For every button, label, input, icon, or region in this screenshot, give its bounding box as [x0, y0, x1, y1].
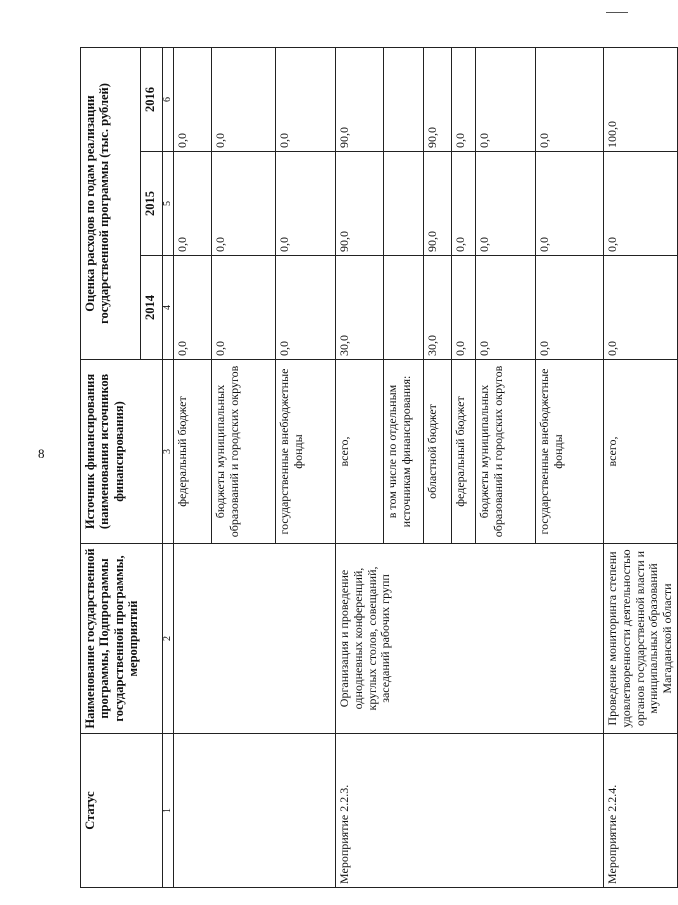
- header-year-2015: 2015: [141, 152, 163, 256]
- value-2016: 90,0: [336, 47, 384, 151]
- value-2014: 0,0: [276, 256, 336, 360]
- value-2015: 0,0: [174, 152, 212, 256]
- value-2014: 30,0: [336, 256, 384, 360]
- value-2014: 0,0: [174, 256, 212, 360]
- value-2014: 0,0: [536, 256, 604, 360]
- value-2015: 90,0: [336, 152, 384, 256]
- source-cell: федеральный бюджет: [174, 360, 212, 544]
- value-2016: [384, 47, 424, 151]
- header-name: Наименование государственной программы, Подпрограммы государственной программы, мероприятий: [81, 544, 163, 734]
- value-2014: 0,0: [452, 256, 476, 360]
- source-cell: в том числе по отдельным источникам финансирования:: [384, 360, 424, 544]
- value-2015: 0,0: [276, 152, 336, 256]
- col-number: 2: [163, 544, 174, 734]
- value-2014: 0,0: [604, 256, 678, 360]
- value-2016: 90,0: [424, 47, 452, 151]
- source-cell: федеральный бюджет: [452, 360, 476, 544]
- table-row: [604, 47, 678, 887]
- page-number: 8: [38, 446, 45, 461]
- source-cell: всего,: [336, 360, 384, 544]
- source-cell: государственные внебюджетные фонды: [276, 360, 336, 544]
- name-cell: [174, 544, 336, 734]
- value-2015: 0,0: [536, 152, 604, 256]
- header-year-2014: 2014: [141, 256, 163, 360]
- status-cell: Мероприятие 2.2.3.: [336, 734, 604, 888]
- value-2015: 90,0: [424, 152, 452, 256]
- table-row: [174, 47, 212, 887]
- header-estimate: Оценка расходов по годам реализации государственной программы (тыс. рублей): [81, 47, 141, 359]
- name-cell: Проведение мониторинга степени удовлетворенности деятельностью органов государственной власти и муниципальных образований Магаданской области: [604, 544, 678, 734]
- status-cell: Мероприятие 2.2.4.: [604, 734, 678, 888]
- value-2016: 0,0: [536, 47, 604, 151]
- value-2016: 0,0: [174, 47, 212, 151]
- value-2014: 0,0: [476, 256, 536, 360]
- value-2014: [384, 256, 424, 360]
- value-2015: 0,0: [476, 152, 536, 256]
- value-2015: 0,0: [604, 152, 678, 256]
- col-number: 6: [163, 47, 174, 151]
- table-row: [336, 47, 384, 887]
- value-2014: 0,0: [212, 256, 276, 360]
- value-2015: [384, 152, 424, 256]
- source-cell: государственные внебюджетные фонды: [536, 360, 604, 544]
- col-number: 4: [163, 256, 174, 360]
- col-number: 3: [163, 360, 174, 544]
- value-2016: 100,0: [604, 47, 678, 151]
- rotated-table-wrapper: [80, 48, 675, 888]
- source-cell: бюджеты муниципальных образований и городских округов: [476, 360, 536, 544]
- status-cell: [174, 734, 336, 888]
- source-cell: всего,: [604, 360, 678, 544]
- value-2016: 0,0: [452, 47, 476, 151]
- header-status: Статус: [81, 734, 163, 888]
- header-source: Источник финансирования (наименования источников финансирования): [81, 360, 163, 544]
- value-2015: 0,0: [452, 152, 476, 256]
- source-cell: бюджеты муниципальных образований и городских округов: [212, 360, 276, 544]
- value-2016: 0,0: [276, 47, 336, 151]
- program-expense-table: [80, 47, 678, 888]
- value-2016: 0,0: [476, 47, 536, 151]
- scan-mark: [606, 12, 628, 13]
- value-2015: 0,0: [212, 152, 276, 256]
- col-number: 1: [163, 734, 174, 888]
- name-cell: Организация и проведение однодневных конференций, круглых столов, совещаний, заседаний рабочих групп: [336, 544, 604, 734]
- header-year-2016: 2016: [141, 47, 163, 151]
- source-cell: областной бюджет: [424, 360, 452, 544]
- value-2014: 30,0: [424, 256, 452, 360]
- col-number: 5: [163, 152, 174, 256]
- value-2016: 0,0: [212, 47, 276, 151]
